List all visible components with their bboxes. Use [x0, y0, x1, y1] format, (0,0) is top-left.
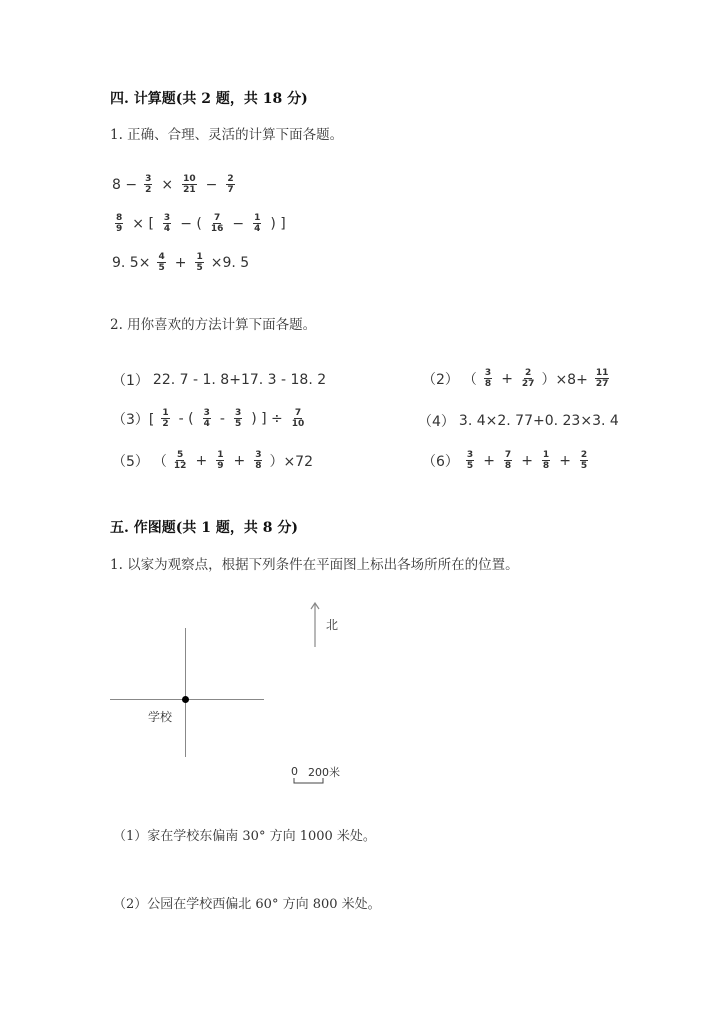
- expr-text: ×9. 5: [210, 254, 250, 271]
- problem-2: [422, 368, 612, 389]
- operator: +: [483, 452, 495, 469]
- problem-label: （2）: [422, 371, 459, 388]
- denominator: 8: [484, 379, 492, 389]
- fraction: [522, 368, 535, 389]
- denominator: 5: [466, 461, 474, 471]
- school-label: 学校: [148, 710, 173, 724]
- denominator: 27: [595, 379, 609, 389]
- fraction: [542, 450, 550, 471]
- numerator: 4: [158, 252, 165, 262]
- numerator: 3: [255, 450, 262, 460]
- numerator: 7: [294, 408, 302, 418]
- numerator: 1: [542, 450, 550, 460]
- operator: ×: [161, 176, 174, 193]
- expression-3: [112, 252, 249, 273]
- numerator: 3: [203, 408, 210, 418]
- numerator: 2: [227, 174, 234, 184]
- fraction: [466, 450, 474, 471]
- operator: +: [174, 254, 187, 271]
- expr-text: 22. 7 - 1. 8+17. 3 - 18. 2: [152, 372, 327, 388]
- operator: （: [462, 371, 477, 388]
- operator: +: [233, 452, 246, 469]
- north-label: 北: [326, 618, 339, 632]
- question-2-prompt: 2. 用你喜欢的方法计算下面各题。: [110, 317, 317, 333]
- fraction: [115, 213, 123, 234]
- denominator: 27: [521, 379, 535, 389]
- numerator: 7: [504, 450, 512, 460]
- fraction: [484, 368, 492, 389]
- numerator: 8: [116, 213, 123, 223]
- numerator: 3: [234, 408, 242, 418]
- operator: ）×8+: [541, 371, 588, 388]
- fraction: [144, 174, 152, 195]
- problem-label: （3）[: [112, 411, 155, 428]
- denominator: 21: [183, 185, 196, 195]
- fraction: [163, 213, 171, 234]
- expression-1: [112, 174, 238, 195]
- operator: （: [152, 453, 167, 470]
- fraction: [161, 408, 169, 429]
- section-5-title: 五. 作图题(共 1 题，共 8 分): [110, 520, 298, 536]
- operator: ) ]: [270, 215, 286, 232]
- fraction: [157, 252, 165, 273]
- fraction: [580, 450, 588, 471]
- fraction: [182, 174, 197, 195]
- operator: +: [521, 452, 533, 469]
- north-south-axis: [185, 628, 186, 757]
- question-1-prompt: 1. 正确、合理、灵活的计算下面各题。: [110, 127, 344, 143]
- fraction: [195, 252, 203, 273]
- fraction: [203, 408, 211, 429]
- denominator: 5: [234, 419, 242, 429]
- operator: +: [559, 452, 571, 469]
- numerator: 10: [183, 174, 196, 184]
- fraction: [226, 174, 234, 195]
- condition-1: （1）家在学校东偏南 30° 方向 1000 米处。: [113, 829, 376, 844]
- operator: −: [205, 176, 218, 193]
- numerator: 3: [145, 174, 152, 184]
- denominator: 5: [580, 461, 588, 471]
- problem-6: [422, 450, 591, 471]
- scale-zero-label: 0: [291, 765, 298, 778]
- fraction: [211, 213, 224, 234]
- school-point: [182, 696, 189, 703]
- problem-5: [112, 450, 313, 471]
- expr-text: 9. 5×: [112, 254, 151, 271]
- problem-3: [112, 408, 307, 429]
- denominator: 2: [145, 185, 152, 195]
- operator: ) ] ÷: [251, 410, 283, 427]
- section-4-title: 四. 计算题(共 2 题，共 18 分): [110, 91, 308, 107]
- numerator: 2: [525, 368, 532, 378]
- denominator: 5: [158, 263, 165, 273]
- denominator: 8: [255, 461, 262, 471]
- fraction: [234, 408, 242, 429]
- fraction: [595, 368, 610, 389]
- fraction: [253, 213, 261, 234]
- denominator: 16: [210, 224, 224, 234]
- numerator: 3: [466, 450, 474, 460]
- numerator: 1: [254, 213, 261, 223]
- numerator: 11: [595, 368, 609, 378]
- operator: ）×72: [269, 453, 313, 470]
- fraction: [174, 450, 187, 471]
- denominator: 12: [173, 461, 187, 471]
- denominator: 4: [203, 419, 210, 429]
- denominator: 8: [542, 461, 550, 471]
- expr-text: 8 −: [112, 176, 138, 193]
- problem-label: （6）: [422, 453, 459, 470]
- problem-1: [112, 370, 326, 390]
- problem-label: （5）: [112, 453, 149, 470]
- denominator: 10: [291, 419, 305, 429]
- expression-2: [112, 213, 288, 234]
- fraction: [504, 450, 512, 471]
- numerator: 3: [163, 213, 171, 223]
- numerator: 7: [213, 213, 221, 223]
- fraction: [216, 450, 224, 471]
- numerator: 1: [217, 450, 224, 460]
- north-arrow-icon: [309, 602, 321, 648]
- denominator: 5: [196, 263, 203, 273]
- denominator: 7: [227, 185, 234, 195]
- operator: - (: [178, 410, 194, 427]
- operator: +: [195, 452, 208, 469]
- drawing-question-prompt: 1. 以家为观察点，根据下列条件在平面图上标出各场所所在的位置。: [110, 557, 519, 573]
- operator: −: [232, 215, 245, 232]
- numerator: 5: [177, 450, 184, 460]
- problem-label: （4）: [418, 414, 455, 430]
- denominator: 9: [116, 224, 123, 234]
- condition-2: （2）公园在学校西偏北 60° 方向 800 米处。: [113, 897, 381, 912]
- numerator: 1: [196, 252, 203, 262]
- denominator: 8: [504, 461, 512, 471]
- scale-bar-icon: [293, 777, 325, 785]
- operator: -: [219, 410, 225, 427]
- denominator: 2: [162, 419, 169, 429]
- numerator: 3: [484, 368, 492, 378]
- operator: × [: [132, 215, 154, 232]
- problem-label: （1）: [112, 373, 149, 389]
- numerator: 1: [162, 408, 169, 418]
- operator: +: [501, 370, 513, 387]
- expr-text: 3. 4×2. 77+0. 23×3. 4: [458, 413, 619, 429]
- scale-distance-label: 200米: [308, 766, 340, 779]
- denominator: 4: [163, 224, 171, 234]
- problem-4: [418, 411, 619, 431]
- numerator: 2: [580, 450, 588, 460]
- denominator: 4: [254, 224, 261, 234]
- operator: − (: [180, 215, 202, 232]
- fraction: [292, 408, 305, 429]
- fraction: [254, 450, 262, 471]
- denominator: 9: [217, 461, 224, 471]
